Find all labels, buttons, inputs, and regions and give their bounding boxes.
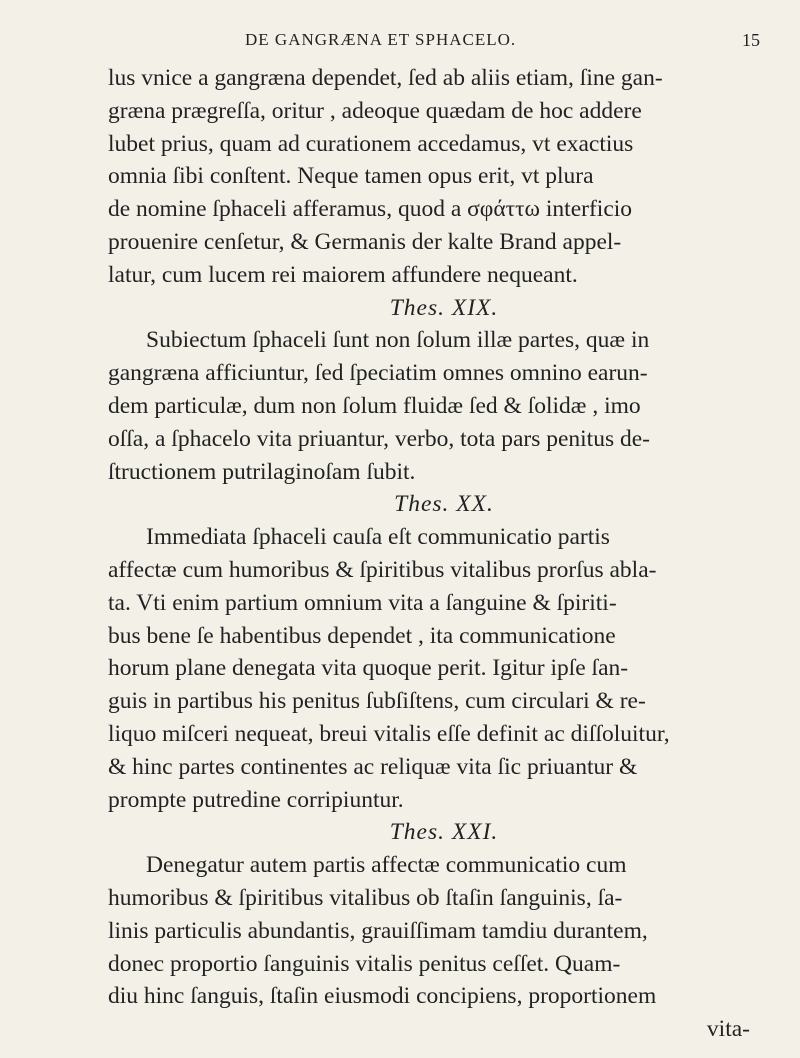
body-text	[108, 62, 780, 1046]
text-line: ta. Vti enim partium omnium vita a ſanguine & ſpiriti-	[108, 589, 617, 616]
text-line: Subiectum ſphaceli ſunt non ſolum illæ partes, quæ in	[146, 327, 650, 354]
text-line: Denegatur autem partis affectæ communicatio cum	[146, 852, 627, 879]
thesis-heading-xix: Thes. XIX.	[389, 294, 499, 321]
text-line: prompte putredine corripiuntur.	[108, 786, 404, 813]
text-line: donec proportio ſanguinis vitalis penitus ceſſet. Quam-	[108, 950, 621, 977]
text-line: liquo miſceri nequeat, breui vitalis eſſe definit ac diſſoluitur,	[108, 720, 670, 747]
text-line: Immediata ſphaceli cauſa eſt communicatio partis	[146, 524, 610, 551]
text-line: latur, cum lucem rei maiorem affundere nequeant.	[108, 261, 578, 288]
text-line: affectæ cum humoribus & ſpiritibus vitalibus prorſus abla-	[108, 556, 657, 583]
text-line: & hinc partes continentes ac reliquæ vita ſic priuantur &	[108, 753, 638, 780]
page-number: 15	[742, 30, 760, 50]
text-line: de nomine ſphaceli afferamus, quod a σφάττω interficio	[108, 196, 633, 223]
thesis-heading-xxi: Thes. XXI.	[389, 819, 499, 846]
text-line: prouenire cenſetur, & Germanis der kalte Brand appel-	[108, 228, 622, 255]
text-line: gangræna afficiuntur, ſed ſpeciatim omnes omnino earun-	[108, 360, 648, 387]
page-header	[60, 20, 760, 60]
text-line: ſtructionem putrilaginoſam ſubit.	[108, 458, 416, 485]
text-line: lubet prius, quam ad curationem accedamus, vt exactius	[108, 130, 634, 157]
text-line: omnia ſibi conſtent. Neque tamen opus erit, vt plura	[108, 163, 594, 190]
running-head: DE GANGRÆNA ET SPHACELO.	[245, 30, 517, 49]
text-line: horum plane denegata vita quoque perit. Igitur ipſe ſan-	[108, 655, 629, 682]
thesis-heading-xx: Thes. XX.	[394, 491, 494, 518]
text-line: oſſa, a ſphacelo vita priuantur, verbo, tota pars penitus de-	[108, 425, 650, 452]
text-line: lus vnice a gangræna dependet, ſed ab aliis etiam, ſine gan-	[108, 65, 663, 91]
text-line: diu hinc ſanguis, ſtaſin eiusmodi concipiens, proportionem	[108, 983, 657, 1010]
text-line: dem particulæ, dum non ſolum fluidæ ſed & ſolidæ , imo	[108, 392, 641, 419]
text-line: guis in partibus his penitus ſubſiſtens, cum circulari & re-	[108, 688, 646, 715]
text-line: humoribus & ſpiritibus vitalibus ob ſtaſin ſanguinis, ſa-	[108, 884, 623, 911]
catchword: vita-	[706, 1016, 750, 1043]
text-line: bus bene ſe habentibus dependet , ita communicatione	[108, 622, 616, 649]
text-line: græna prægreſſa, oritur , adeoque quædam de hoc addere	[108, 97, 642, 124]
text-line: linis particulis abundantis, grauiſſimam tamdiu durantem,	[108, 917, 648, 944]
